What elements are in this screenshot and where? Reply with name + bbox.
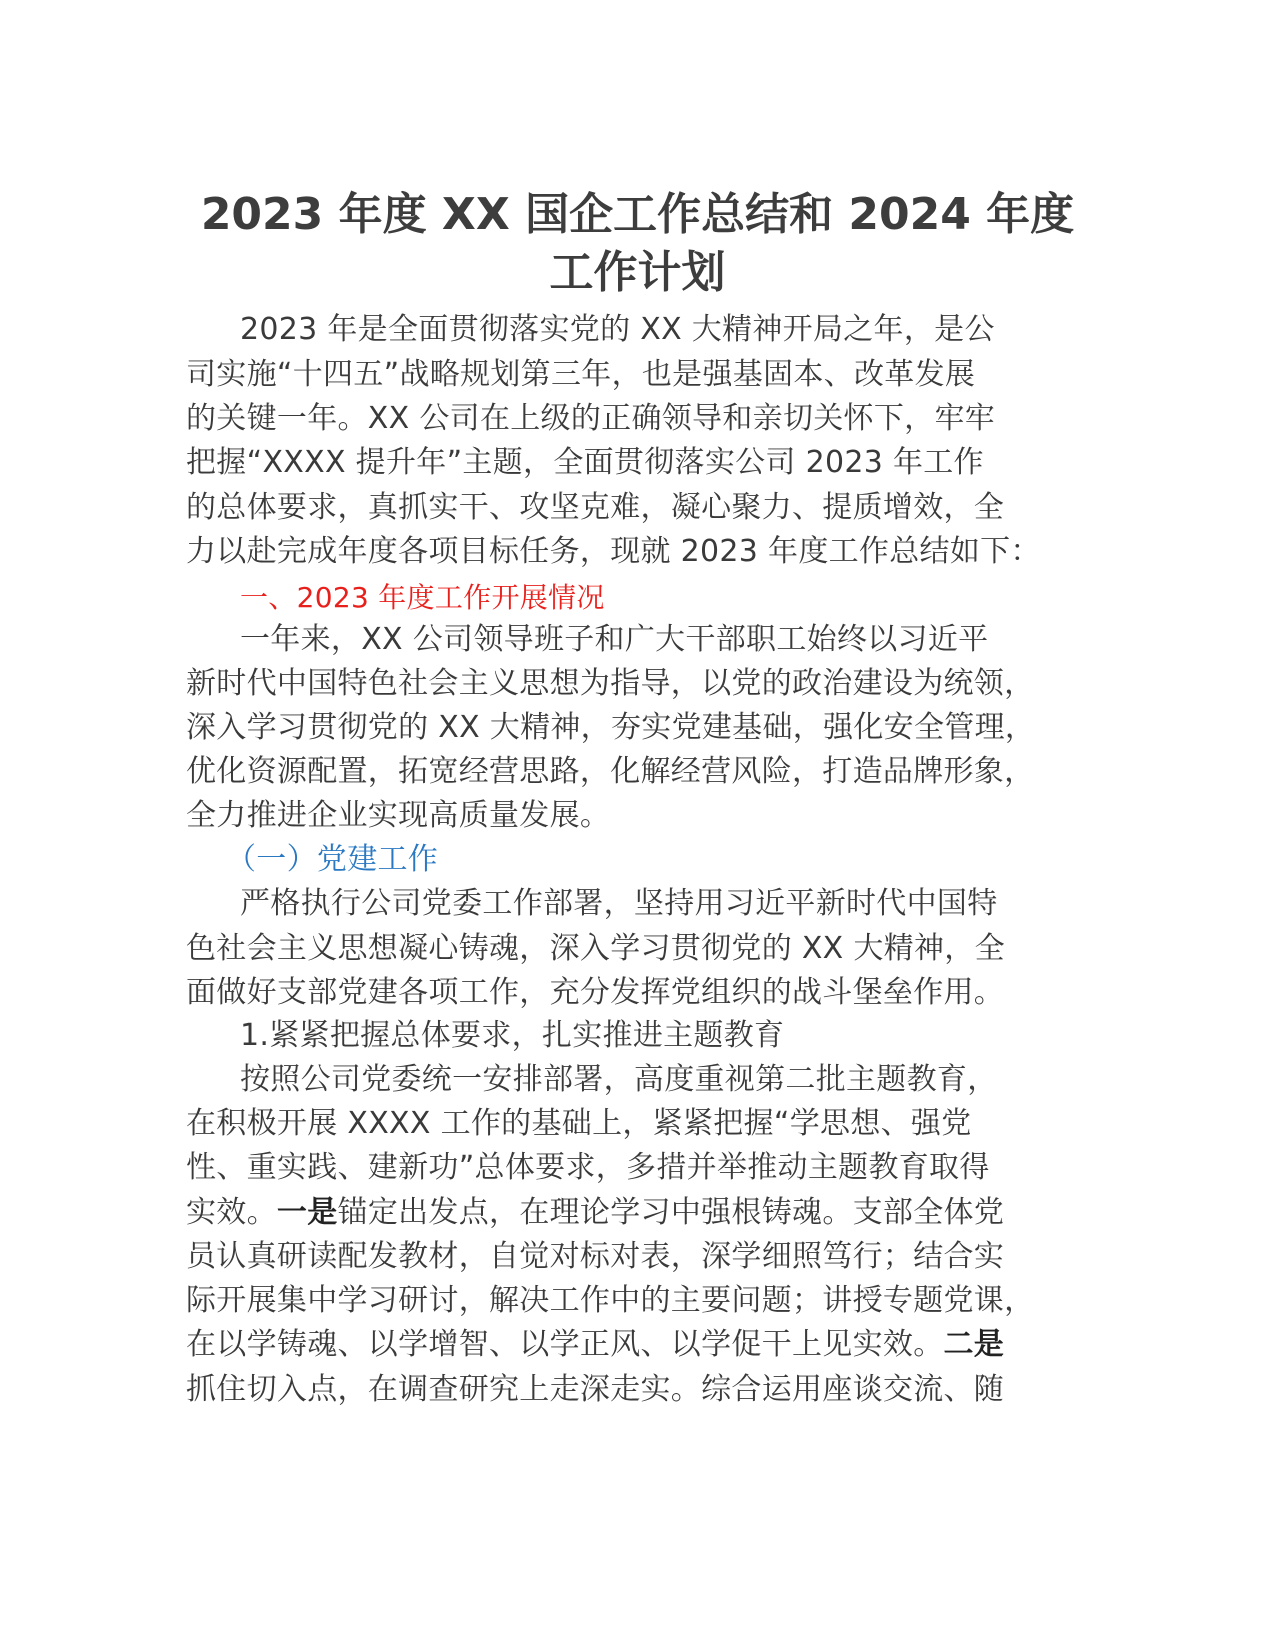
intro-line: 司实施“十四五”战略规划第三年，也是强基固本、改革发展 bbox=[186, 357, 976, 392]
section1-line: 深入学习贯彻党的 XX 大精神，夯实党建基础，强化安全管理， bbox=[186, 710, 1036, 745]
section1-line: 新时代中国特色社会主义思想为指导，以党的政治建设为统领， bbox=[186, 666, 1035, 701]
item1-line bbox=[186, 1193, 1106, 1233]
emphasis-first: 一是 bbox=[276, 1195, 338, 1230]
item1-line: 在积极开展 XXXX 工作的基础上，紧紧把握“学思想、强党 bbox=[186, 1106, 972, 1141]
item1-line: 按照公司党委统一安排部署，高度重视第二批主题教育， bbox=[240, 1062, 998, 1097]
section-heading: 一、2023 年度工作开展情况 bbox=[240, 581, 605, 614]
intro-line: 的关键一年。XX 公司在上级的正确领导和亲切关怀下，牢牢 bbox=[186, 401, 996, 436]
item1-line: 员认真研读配发教材，自觉对标对表，深学细照笃行；结合实 bbox=[186, 1239, 1005, 1274]
intro-line: 2023 年是全面贯彻落实党的 XX 大精神开局之年，是公 bbox=[240, 312, 995, 347]
item1-line bbox=[186, 1325, 1106, 1365]
document-title-line1: 2023 年度 XX 国企工作总结和 2024 年度 bbox=[200, 189, 1075, 240]
section1-line: 全力推进企业实现高质量发展。 bbox=[186, 798, 611, 833]
subsection1-line: 面做好支部党建各项工作，充分发挥党组织的战斗堡垒作用。 bbox=[186, 975, 1005, 1010]
subsection1-line: 色社会主义思想凝心铸魂，深入学习贯彻党的 XX 大精神，全 bbox=[186, 931, 1005, 966]
item1-text: 锚定出发点，在理论学习中强根铸魂。支部全体党 bbox=[337, 1195, 1005, 1230]
intro-line: 把握“XXXX 提升年”主题，全面贯彻落实公司 2023 年工作 bbox=[186, 445, 984, 480]
subsection1-line: 严格执行公司党委工作部署，坚持用习近平新时代中国特 bbox=[240, 886, 998, 921]
section1-line: 一年来，XX 公司领导班子和广大干部职工始终以习近平 bbox=[240, 622, 989, 657]
item-heading: 1.紧紧把握总体要求，扎实推进主题教育 bbox=[240, 1018, 785, 1053]
emphasis-second: 二是 bbox=[943, 1327, 1005, 1362]
document-title-line2: 工作计划 bbox=[549, 247, 726, 298]
section1-line: 优化资源配置，拓宽经营思路，化解经营风险，打造品牌形象， bbox=[186, 754, 1035, 789]
intro-line: 的总体要求，真抓实干、攻坚克难，凝心聚力、提质增效，全 bbox=[186, 490, 1005, 525]
subsection-heading: （一）党建工作 bbox=[226, 842, 439, 877]
item1-text: 实效。 bbox=[186, 1195, 277, 1230]
intro-line: 力以赴完成年度各项目标任务，现就 2023 年度工作总结如下： bbox=[186, 534, 1041, 569]
item1-line: 际开展集中学习研讨，解决工作中的主要问题；讲授专题党课， bbox=[186, 1283, 1035, 1318]
item1-line: 性、重实践、建新功”总体要求，多措并举推动主题教育取得 bbox=[186, 1150, 990, 1185]
item1-line: 抓住切入点，在调查研究上走深走实。综合运用座谈交流、随 bbox=[186, 1372, 1005, 1407]
item1-text: 在以学铸魂、以学增智、以学正风、以学促干上见实效。 bbox=[186, 1327, 944, 1362]
